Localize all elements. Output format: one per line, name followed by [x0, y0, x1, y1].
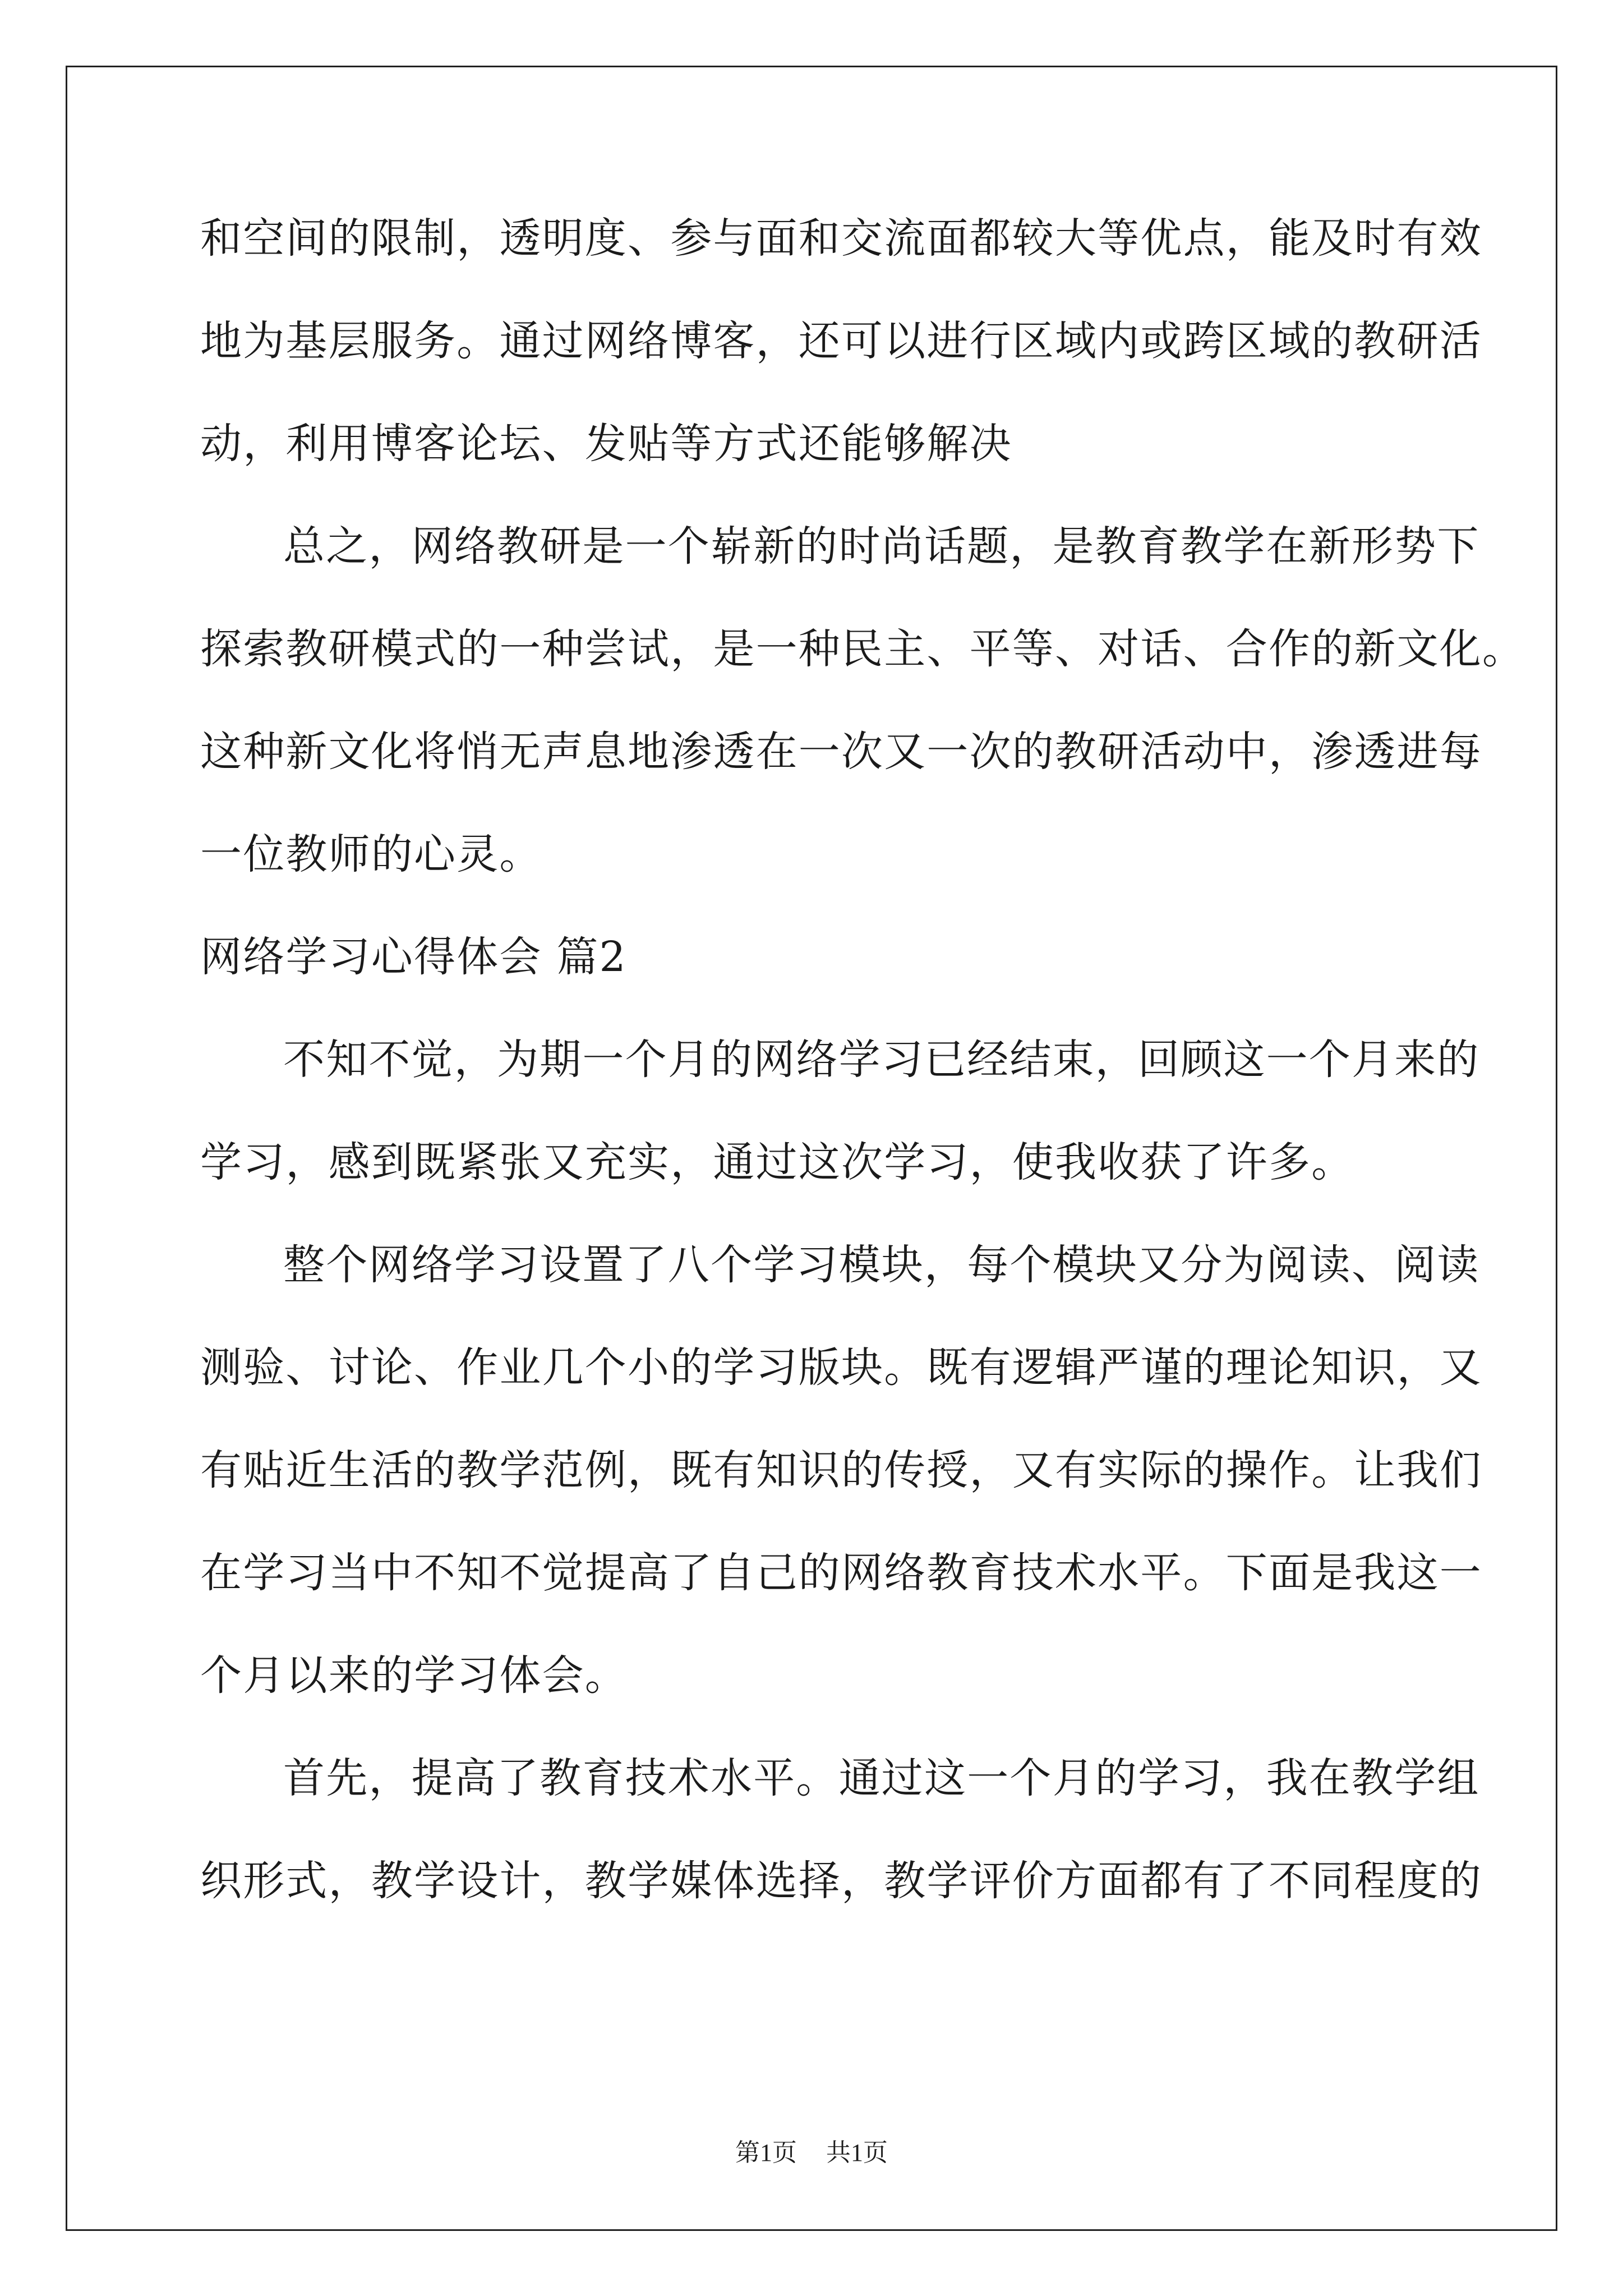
paragraph-line: 学习，感到既紧张又充实，通过这次学习，使我收获了许多。 [200, 1138, 1354, 1186]
paragraph-line: 探索教研模式的一种尝试，是一种民主、平等、对话、合作的新文化。 [200, 625, 1525, 673]
total-page-count: 共1页 [826, 2139, 888, 2166]
paragraph-line: 整个网络学习设置了八个学习模块，每个模块又分为阅读、阅读 [283, 1241, 1480, 1289]
paragraph-line: 测验、讨论、作业几个小的学习版块。既有逻辑严谨的理论知识，又 [200, 1343, 1482, 1392]
paragraph-line: 首先，提高了教育技术水平。通过这一个月的学习，我在教学组 [283, 1754, 1480, 1802]
paragraph-line: 在学习当中不知不觉提高了自己的网络教育技术水平。下面是我这一 [200, 1549, 1482, 1597]
paragraph-line: 个月以来的学习体会。 [200, 1651, 628, 1700]
section-heading: 网络学习心得体会 篇2 [200, 933, 627, 981]
paragraph-line: 一位教师的心灵。 [200, 830, 542, 878]
paragraph-line: 总之，网络教研是一个崭新的时尚话题，是教育教学在新形势下 [283, 522, 1480, 570]
paragraph-line: 和空间的限制，透明度、参与面和交流面都较大等优点，能及时有效 [200, 214, 1482, 263]
paragraph-line: 这种新文化将悄无声息地渗透在一次又一次的教研活动中，渗透进每 [200, 728, 1482, 776]
paragraph-line: 地为基层服务。通过网络博客，还可以进行区域内或跨区域的教研活 [200, 317, 1482, 365]
paragraph-line: 动，利用博客论坛、发贴等方式还能够解决 [200, 420, 1012, 468]
paragraph-line: 有贴近生活的教学范例，既有知识的传授，又有实际的操作。让我们 [200, 1446, 1482, 1494]
page-footer [0, 2136, 1623, 2170]
paragraph-line: 不知不觉，为期一个月的网络学习已经结束，回顾这一个月来的 [283, 1036, 1480, 1084]
current-page-number: 第1页 [735, 2139, 797, 2166]
paragraph-line: 织形式，教学设计，教学媒体选择，教学评价方面都有了不同程度的 [200, 1857, 1482, 1905]
